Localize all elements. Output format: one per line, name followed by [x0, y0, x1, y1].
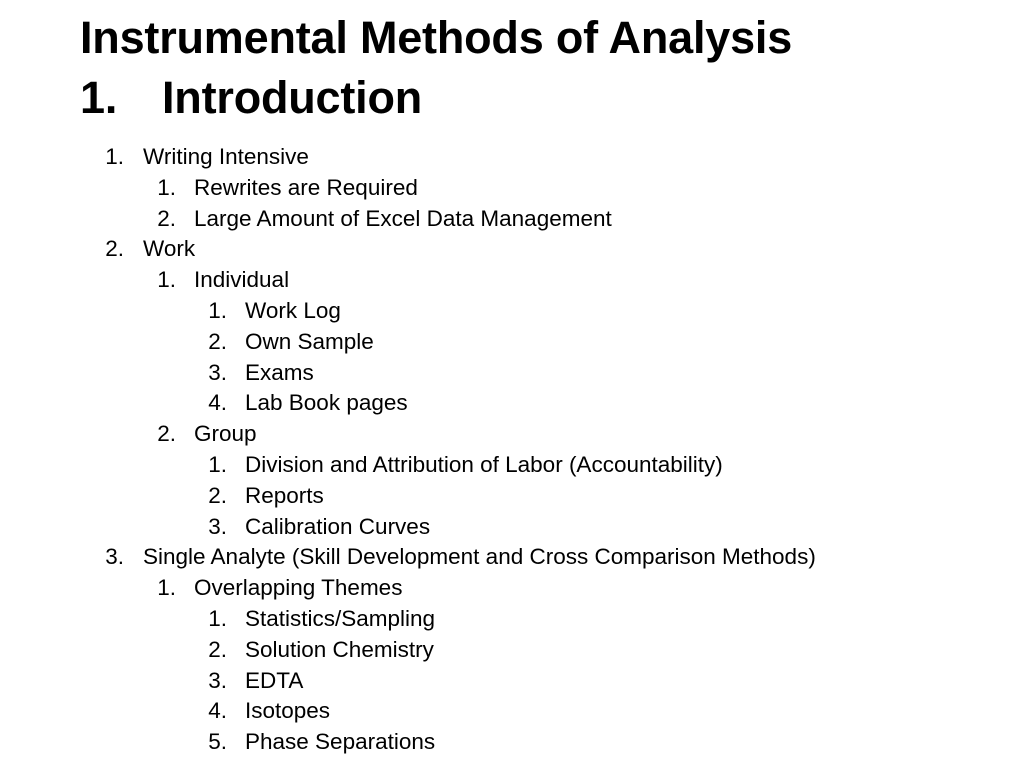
item-text: Reports [245, 482, 324, 508]
item-number: 5. [208, 729, 227, 755]
item-number: 2. [105, 236, 124, 262]
item-number: 3. [208, 667, 227, 693]
item-text: Large Amount of Excel Data Management [194, 205, 612, 231]
item-text: EDTA [245, 667, 304, 693]
item-number: 3. [105, 544, 124, 570]
title-line-2 [80, 68, 792, 128]
item-text: Single Analyte (Skill Development and Cross Comparison Methods) [143, 544, 816, 570]
title-line-1: Instrumental Methods of Analysis [80, 12, 793, 63]
item-number: 2. [208, 328, 227, 354]
title-number: 1. [80, 72, 118, 123]
item-number: 2. [208, 636, 227, 662]
item-text: Individual [194, 267, 290, 293]
item-text: Rewrites are Required [194, 174, 418, 200]
item-number: 4. [208, 390, 227, 416]
item-number: 1. [157, 267, 176, 293]
slide-title [80, 8, 792, 128]
item-text: Work [143, 236, 196, 262]
item-number: 3. [208, 513, 227, 539]
item-number: 3. [208, 359, 227, 385]
item-text: Phase Separations [245, 729, 436, 755]
item-text: Calibration Curves [245, 513, 431, 539]
item-text: Statistics/Sampling [245, 605, 436, 631]
item-number: 1. [208, 451, 227, 477]
item-text: Writing Intensive [143, 144, 309, 169]
item-number: 1. [157, 575, 176, 601]
title-text: Introduction [162, 72, 423, 123]
item-number: 1. [208, 605, 227, 631]
item-number: 1. [105, 144, 124, 169]
item-text: Own Sample [245, 328, 374, 354]
item-number: 1. [157, 174, 176, 200]
item-text: Group [194, 421, 257, 447]
item-number: 2. [208, 482, 227, 508]
item-number: 2. [157, 205, 176, 231]
item-text: Lab Book pages [245, 390, 408, 416]
item-number: 4. [208, 698, 227, 724]
item-text: Solution Chemistry [245, 636, 434, 662]
item-text: Isotopes [245, 698, 331, 724]
item-text: Exams [245, 359, 314, 385]
item-text: Division and Attribution of Labor (Accountability) [245, 451, 723, 477]
item-text: Overlapping Themes [194, 575, 403, 601]
item-number: 2. [157, 421, 176, 447]
item-text: Work Log [245, 297, 341, 323]
item-number: 1. [208, 297, 227, 323]
